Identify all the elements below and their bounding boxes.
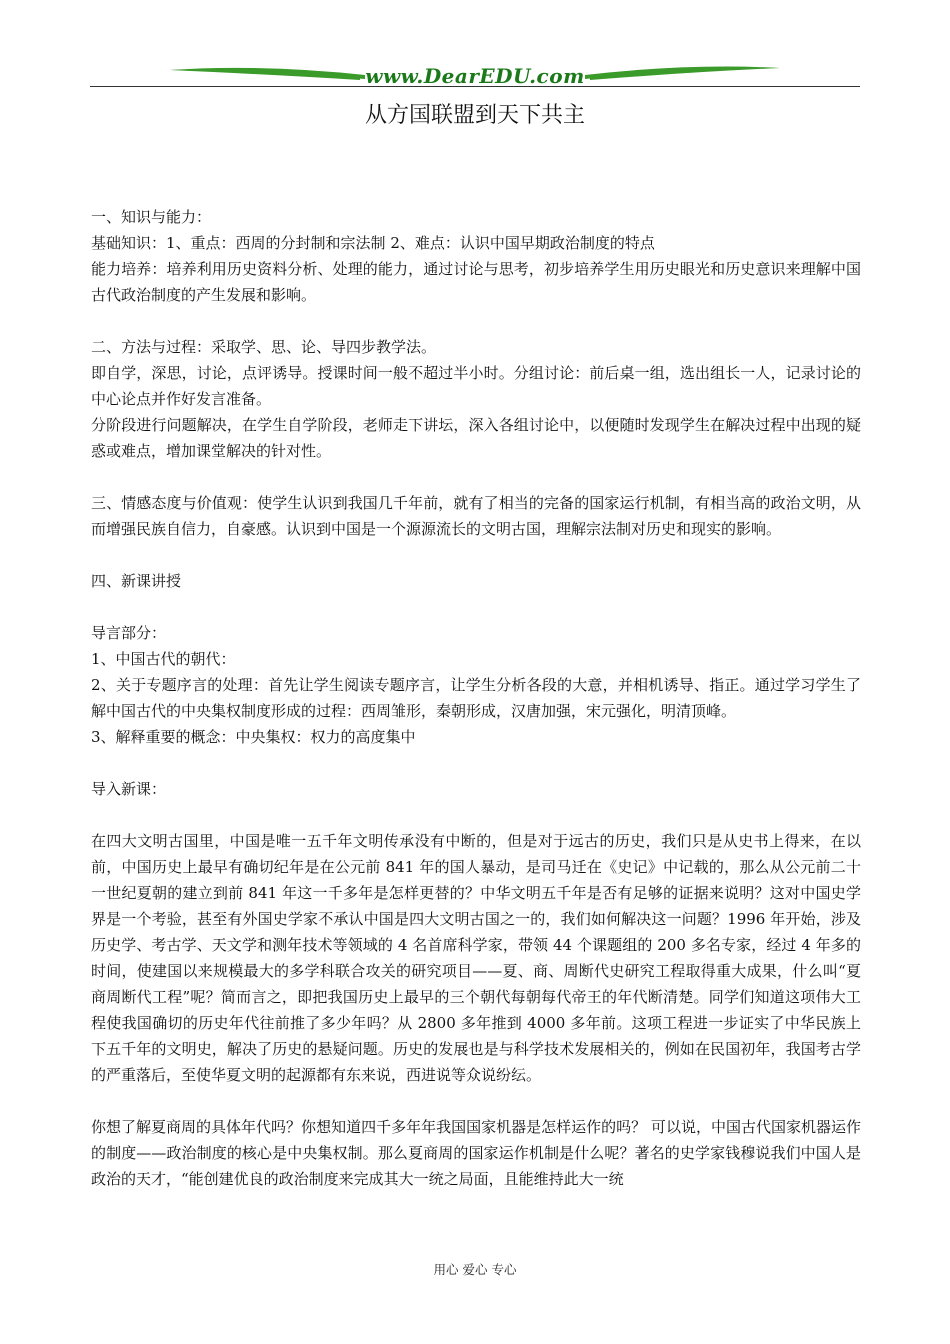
new-lesson-heading: 导入新课： bbox=[91, 780, 167, 798]
logo-text[interactable]: www.DearEDU.com bbox=[365, 64, 585, 88]
body-paragraph-1: 在四大文明古国里，中国是唯一五千年文明传承没有中断的，但是对于远古的历史，我们只是从史书上得来，在以前，中国历史上最早有确切纪年是在公元前 841 年的国人暴动，是司马迁在《史记》中记载的，那么从公元前二十一世纪夏朝的建立到前 841 年这一千多年是怎样更替的？中华文明五千年是否有足够的证据来说明？这对中国史学界是一个考验，甚至有外国史学家不承认中国是四大文明古国之一的，我们如何解决这一问题？1996 年开始，涉及历史学、考古学、天文学和测年技术等领域的 4 名首席科学家，带领 44 个课题组的 200 多名专家，经过 4 年多的时间，使建国以来规模最大的多学科联合攻关的研究项目——夏、商、周断代史研究工程取得重大成果，什么叫“夏商周断代工程”呢？简而言之，即把我国历史上最早的三个朝代每朝每代帝王的年代断清楚。同学们知道这项伟大工程使我国确切的历史年代往前推了多少年吗？从 2800 多年推到 4000 多年前。这项工程进一步证实了中华民族上下五千年的文明史，解决了历史的悬疑问题。历史的发展也是与科学技术发展相关的，例如在民国初年，我国考古学的严重落后，至使华夏文明的起源都有东来说，西进说等众说纷纭。 bbox=[91, 832, 861, 1084]
section-1-ability: 能力培养：培养利用历史资料分析、处理的能力，通过讨论与思考，初步培养学生用历史眼光和历史意识来理解中国古代政治制度的产生发展和影响。 bbox=[91, 260, 861, 304]
spacer bbox=[91, 802, 861, 828]
document-title: 从方国联盟到天下共主 bbox=[364, 103, 585, 128]
section-2-paragraph-1: 即自学，深思，讨论，点评诱导。授课时间一般不超过半小时。分组讨论：前后桌一组，选出组长一人，记录讨论的中心论点并作好发言准备。 bbox=[91, 364, 861, 408]
spacer bbox=[91, 308, 861, 334]
spacer bbox=[91, 750, 861, 776]
header-divider bbox=[90, 86, 860, 87]
intro-item-1: 1、中国古代的朝代： bbox=[91, 650, 236, 668]
spacer bbox=[91, 464, 861, 490]
document-body bbox=[91, 204, 861, 1192]
body-paragraph-2: 你想了解夏商周的具体年代吗？你想知道四千多年年我国国家机器是怎样运作的吗？ 可以说，中国古代国家机器运作的制度——政治制度的核心是中央集权制。那么夏商周的国家运作机制是什么呢？著名的史学家钱穆说我们中国人是政治的天才，“能创建优良的政治制度来完成其大一统之局面，且能维持此大一统 bbox=[91, 1118, 861, 1188]
intro-item-3: 3、解释重要的概念：中央集权：权力的高度集中 bbox=[91, 728, 416, 746]
section-3-paragraph: 三、情感态度与价值观：使学生认识到我国几千年前，就有了相当的完备的国家运行机制，有相当高的政治文明，从而增强民族自信力，自豪感。认识到中国是一个源源流长的文明古国，理解宗法制对历史和现实的影响。 bbox=[91, 494, 861, 538]
section-2-paragraph-2: 分阶段进行问题解决，在学生自学阶段，老师走下讲坛，深入各组讨论中，以便随时发现学生在解决过程中出现的疑惑或难点，增加课堂解决的针对性。 bbox=[91, 416, 861, 460]
intro-item-2: 2、关于专题序言的处理：首先让学生阅读专题序言，让学生分析各段的大意，并相机诱导、指正。通过学习学生了解中国古代的中央集权制度形成的过程：西周雏形，秦朝形成，汉唐加强，宋元强化，明清顶峰。 bbox=[91, 676, 861, 720]
section-2-heading: 二、方法与过程：采取学、思、论、导四步教学法。 bbox=[91, 338, 437, 356]
section-4-heading: 四、新课讲授 bbox=[91, 572, 182, 590]
section-1-heading: 一、知识与能力： bbox=[91, 208, 212, 226]
intro-heading: 导言部分： bbox=[91, 624, 167, 642]
page-footer: 用心 爱心 专心 bbox=[433, 1262, 517, 1277]
section-1-basic-knowledge: 基础知识：1、重点：西周的分封制和宗法制 2、难点：认识中国早期政治制度的特点 bbox=[91, 234, 655, 252]
spacer bbox=[91, 1088, 861, 1114]
spacer bbox=[91, 542, 861, 568]
spacer bbox=[91, 594, 861, 620]
